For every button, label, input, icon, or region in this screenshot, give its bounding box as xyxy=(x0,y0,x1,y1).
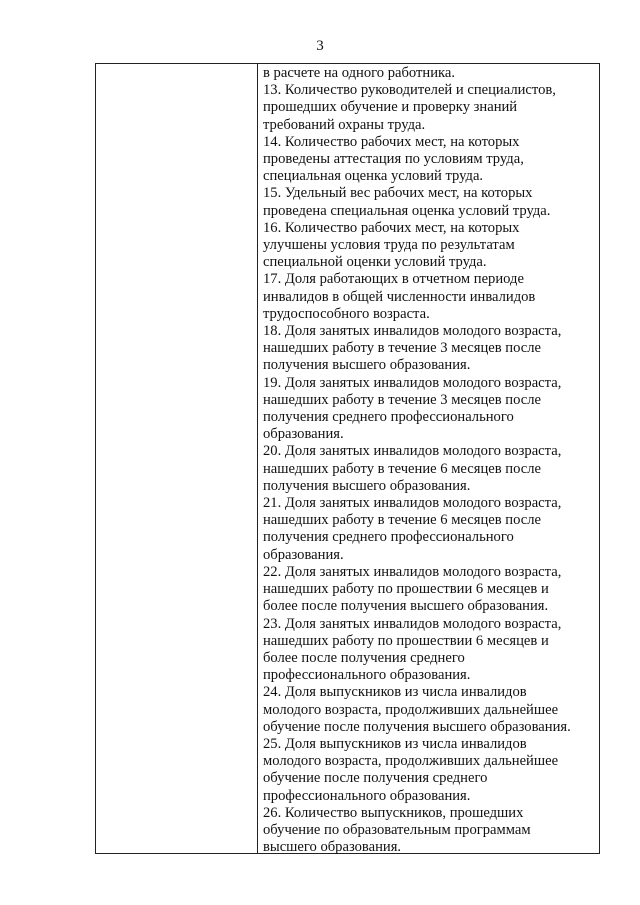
indicator-text-line: более после получения высшего образования. xyxy=(263,598,549,615)
column-divider xyxy=(257,64,258,853)
indicator-text-line: образования. xyxy=(263,426,344,443)
indicators-table xyxy=(95,63,600,854)
indicator-text-line: 17. Доля работающих в отчетном периоде xyxy=(263,271,524,288)
indicator-text-line: профессионального образования. xyxy=(263,667,471,684)
indicator-text-line: в расчете на одного работника. xyxy=(263,65,456,81)
indicator-text-line: получения среднего профессионального xyxy=(263,409,514,426)
indicator-text-line: 26. Количество выпускников, прошедших xyxy=(263,804,524,821)
indicator-text-line: нашедших работу в течение 3 месяцев после xyxy=(263,340,542,357)
indicator-text-line: высшего образования. xyxy=(263,839,402,856)
indicator-text-line: 22. Доля занятых инвалидов молодого возраста, xyxy=(263,563,562,580)
indicator-text-line: 25. Доля выпускников из числа инвалидов xyxy=(263,735,527,752)
indicator-text-line: 13. Количество руководителей и специалистов, xyxy=(263,82,556,99)
indicator-text-line: 16. Количество рабочих мест, на которых xyxy=(263,219,520,236)
indicator-text-line: трудоспособного возраста. xyxy=(263,305,430,322)
indicator-text-line: 19. Доля занятых инвалидов молодого возраста, xyxy=(263,374,562,391)
indicator-text-line: проведена специальная оценка условий труда. xyxy=(263,202,551,219)
indicator-text-line: молодого возраста, продолживших дальнейшее xyxy=(263,701,559,718)
indicator-text-line: 14. Количество рабочих мест, на которых xyxy=(263,133,520,150)
indicator-text-line: получения высшего образования. xyxy=(263,477,471,494)
indicator-text-line: профессионального образования. xyxy=(263,787,471,804)
page-number: 3 xyxy=(316,38,324,54)
indicator-text-line: более после получения среднего xyxy=(263,649,465,666)
indicator-text-line: требований охраны труда. xyxy=(263,116,426,133)
indicator-text-line: нашедших работу в течение 3 месяцев после xyxy=(263,391,542,408)
indicator-text-line: 18. Доля занятых инвалидов молодого возраста, xyxy=(263,323,562,340)
indicator-text-line: 15. Удельный вес рабочих мест, на которых xyxy=(263,185,533,202)
indicator-text-line: инвалидов в общей численности инвалидов xyxy=(263,288,536,305)
indicator-text-line: 23. Доля занятых инвалидов молодого возраста, xyxy=(263,615,562,632)
indicator-text-line: получения среднего профессионального xyxy=(263,529,514,546)
indicator-text-line: специальная оценка условий труда. xyxy=(263,168,484,185)
indicator-text-line: молодого возраста, продолживших дальнейшее xyxy=(263,753,559,770)
indicator-text-line: специальной оценки условий труда. xyxy=(263,254,487,271)
indicator-text-line: 24. Доля выпускников из числа инвалидов xyxy=(263,684,527,701)
indicator-text-line: прошедших обучение и проверку знаний xyxy=(263,99,518,116)
indicator-text-line: улучшены условия труда по результатам xyxy=(263,237,515,254)
indicator-text-line: 21. Доля занятых инвалидов молодого возраста, xyxy=(263,495,562,512)
indicator-text-line: получения высшего образования. xyxy=(263,357,471,374)
indicator-text-line: нашедших работу в течение 6 месяцев после xyxy=(263,512,542,529)
indicator-text-line: 20. Доля занятых инвалидов молодого возраста, xyxy=(263,443,562,460)
indicator-text-line: обучение после получения высшего образования. xyxy=(263,718,571,735)
indicator-text-line: нашедших работу в течение 6 месяцев после xyxy=(263,460,542,477)
left-cell-empty xyxy=(96,64,257,853)
indicator-text-line: нашедших работу по прошествии 6 месяцев и xyxy=(263,581,549,598)
indicator-text-line: обучение по образовательным программам xyxy=(263,821,531,838)
indicator-text-line: обучение после получения среднего xyxy=(263,770,488,787)
indicator-text-line: образования. xyxy=(263,546,344,563)
indicator-text-line: проведены аттестация по условиям труда, xyxy=(263,151,524,168)
indicator-text-line: нашедших работу по прошествии 6 месяцев и xyxy=(263,632,549,649)
indicators-text-cell xyxy=(263,65,598,856)
